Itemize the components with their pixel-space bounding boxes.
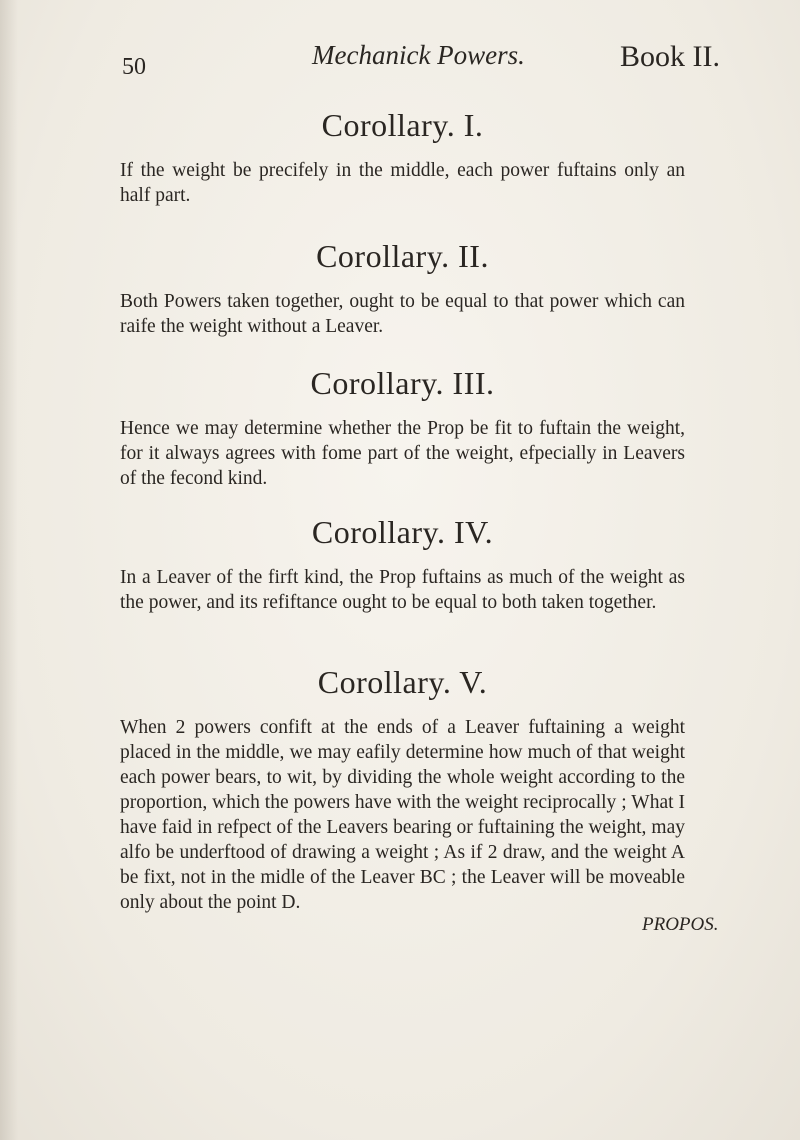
corollary-text: In a Leaver of the firft kind, the Prop fuftains as much of the weight as the power, and its refiftance ought to be equal to both taken together. xyxy=(120,567,685,613)
page-header xyxy=(0,22,800,82)
corollary-heading: Corollary. I. xyxy=(321,107,484,143)
corollary-3 xyxy=(120,365,685,491)
page-spine-shadow xyxy=(0,0,18,1140)
corollary-heading: Corollary. II. xyxy=(316,238,489,274)
corollary-heading: Corollary. IV. xyxy=(311,514,494,550)
corollary-5 xyxy=(120,664,685,915)
catchword: PROPOS. xyxy=(642,914,719,935)
corollary-1 xyxy=(120,107,685,208)
page-number: 50 xyxy=(122,54,146,80)
corollary-heading: Corollary. III. xyxy=(310,365,495,401)
corollary-text: When 2 powers confift at the ends of a Leaver fuftaining a weight placed in the middle, we may eafily determine how much of that weight each power bears, to wit, by dividing the whole weight according to the proportion, which the powers have with the weight reciprocally ; What I have faid in refpect of the Leavers bearing or fuftaining the weight, may alfo be underftood of drawing a weight ; As if 2 draw, and the weight A be fixt, not in the midle of the Leaver BC ; the Leaver will be moveable only about the point D. xyxy=(120,717,685,913)
book-label: Book II. xyxy=(620,40,720,73)
corollary-4 xyxy=(120,514,685,615)
running-title: Mechanick Powers. xyxy=(312,40,525,70)
corollary-2 xyxy=(120,238,685,339)
corollary-heading: Corollary. V. xyxy=(317,664,488,700)
corollary-text: If the weight be precifely in the middle, each power fuftains only an half part. xyxy=(120,160,685,206)
corollary-text: Both Powers taken together, ought to be equal to that power which can raife the weight without a Leaver. xyxy=(120,291,685,337)
corollary-text: Hence we may determine whether the Prop be fit to fuftain the weight, for it always agrees with fome part of the weight, efpecially in Leavers of the fecond kind. xyxy=(120,418,685,489)
